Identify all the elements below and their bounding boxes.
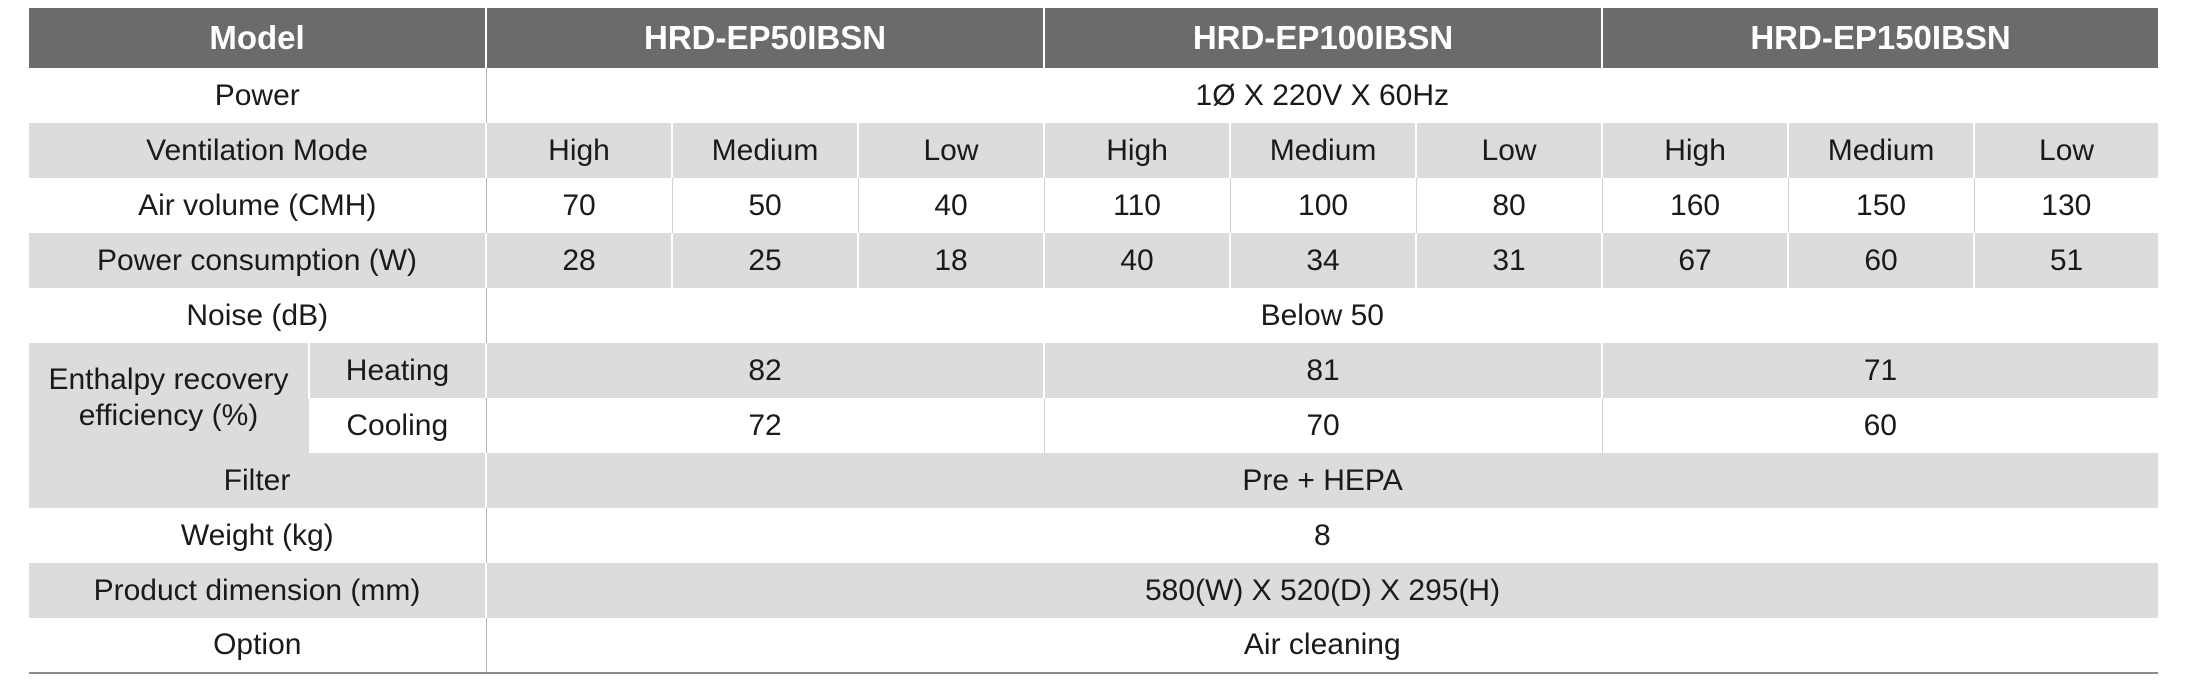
weight-row bbox=[29, 508, 2158, 563]
air-volume-cell: 50 bbox=[672, 178, 858, 233]
noise-label: Noise (dB) bbox=[29, 288, 486, 343]
ventilation-mode-cell: High bbox=[1602, 123, 1788, 178]
noise-row bbox=[29, 288, 2158, 343]
ventilation-mode-label: Ventilation Mode bbox=[29, 123, 486, 178]
power-consumption-cell: 40 bbox=[1044, 233, 1230, 288]
filter-value: Pre + HEPA bbox=[486, 453, 2158, 508]
cooling-value: 72 bbox=[486, 398, 1044, 453]
ventilation-mode-cell: High bbox=[486, 123, 672, 178]
option-row bbox=[29, 618, 2158, 673]
air-volume-cell: 40 bbox=[858, 178, 1044, 233]
air-volume-cell: 110 bbox=[1044, 178, 1230, 233]
filter-label: Filter bbox=[29, 453, 486, 508]
heating-label: Heating bbox=[309, 343, 486, 398]
power-consumption-cell: 28 bbox=[486, 233, 672, 288]
enthalpy-heating-row bbox=[29, 343, 2158, 398]
ventilation-mode-cell: High bbox=[1044, 123, 1230, 178]
model-2-header: HRD-EP100IBSN bbox=[1044, 8, 1602, 68]
power-consumption-cell: 60 bbox=[1788, 233, 1974, 288]
ventilation-mode-row bbox=[29, 123, 2158, 178]
power-value: 1Ø X 220V X 60Hz bbox=[486, 68, 2158, 123]
weight-label: Weight (kg) bbox=[29, 508, 486, 563]
air-volume-cell: 100 bbox=[1230, 178, 1416, 233]
cooling-label: Cooling bbox=[309, 398, 486, 453]
power-consumption-label: Power consumption (W) bbox=[29, 233, 486, 288]
dimension-value: 580(W) X 520(D) X 295(H) bbox=[486, 563, 2158, 618]
option-value: Air cleaning bbox=[486, 618, 2158, 673]
power-label: Power bbox=[29, 68, 486, 123]
air-volume-label: Air volume (CMH) bbox=[29, 178, 486, 233]
enthalpy-cooling-row bbox=[29, 398, 2158, 453]
power-row bbox=[29, 68, 2158, 123]
power-consumption-cell: 67 bbox=[1602, 233, 1788, 288]
header-row bbox=[29, 8, 2158, 68]
option-label: Option bbox=[29, 618, 486, 673]
air-volume-cell: 150 bbox=[1788, 178, 1974, 233]
cooling-value: 70 bbox=[1044, 398, 1602, 453]
ventilation-mode-cell: Medium bbox=[1230, 123, 1416, 178]
ventilation-mode-cell: Low bbox=[858, 123, 1044, 178]
model-1-header: HRD-EP50IBSN bbox=[486, 8, 1044, 68]
power-consumption-row bbox=[29, 233, 2158, 288]
weight-value: 8 bbox=[486, 508, 2158, 563]
heating-value: 81 bbox=[1044, 343, 1602, 398]
heating-value: 82 bbox=[486, 343, 1044, 398]
air-volume-cell: 70 bbox=[486, 178, 672, 233]
model-header: Model bbox=[29, 8, 486, 68]
power-consumption-cell: 51 bbox=[1974, 233, 2158, 288]
power-consumption-cell: 31 bbox=[1416, 233, 1602, 288]
ventilation-mode-cell: Low bbox=[1416, 123, 1602, 178]
noise-value: Below 50 bbox=[486, 288, 2158, 343]
model-3-header: HRD-EP150IBSN bbox=[1602, 8, 2158, 68]
spec-table bbox=[29, 8, 2158, 674]
power-consumption-cell: 18 bbox=[858, 233, 1044, 288]
heating-value: 71 bbox=[1602, 343, 2158, 398]
power-consumption-cell: 34 bbox=[1230, 233, 1416, 288]
air-volume-cell: 160 bbox=[1602, 178, 1788, 233]
dimension-row bbox=[29, 563, 2158, 618]
air-volume-cell: 130 bbox=[1974, 178, 2158, 233]
cooling-value: 60 bbox=[1602, 398, 2158, 453]
filter-row bbox=[29, 453, 2158, 508]
air-volume-row bbox=[29, 178, 2158, 233]
air-volume-cell: 80 bbox=[1416, 178, 1602, 233]
ventilation-mode-cell: Medium bbox=[1788, 123, 1974, 178]
ventilation-mode-cell: Medium bbox=[672, 123, 858, 178]
ventilation-mode-cell: Low bbox=[1974, 123, 2158, 178]
enthalpy-label: Enthalpy recovery efficiency (%) bbox=[29, 343, 309, 453]
dimension-label: Product dimension (mm) bbox=[29, 563, 486, 618]
power-consumption-cell: 25 bbox=[672, 233, 858, 288]
